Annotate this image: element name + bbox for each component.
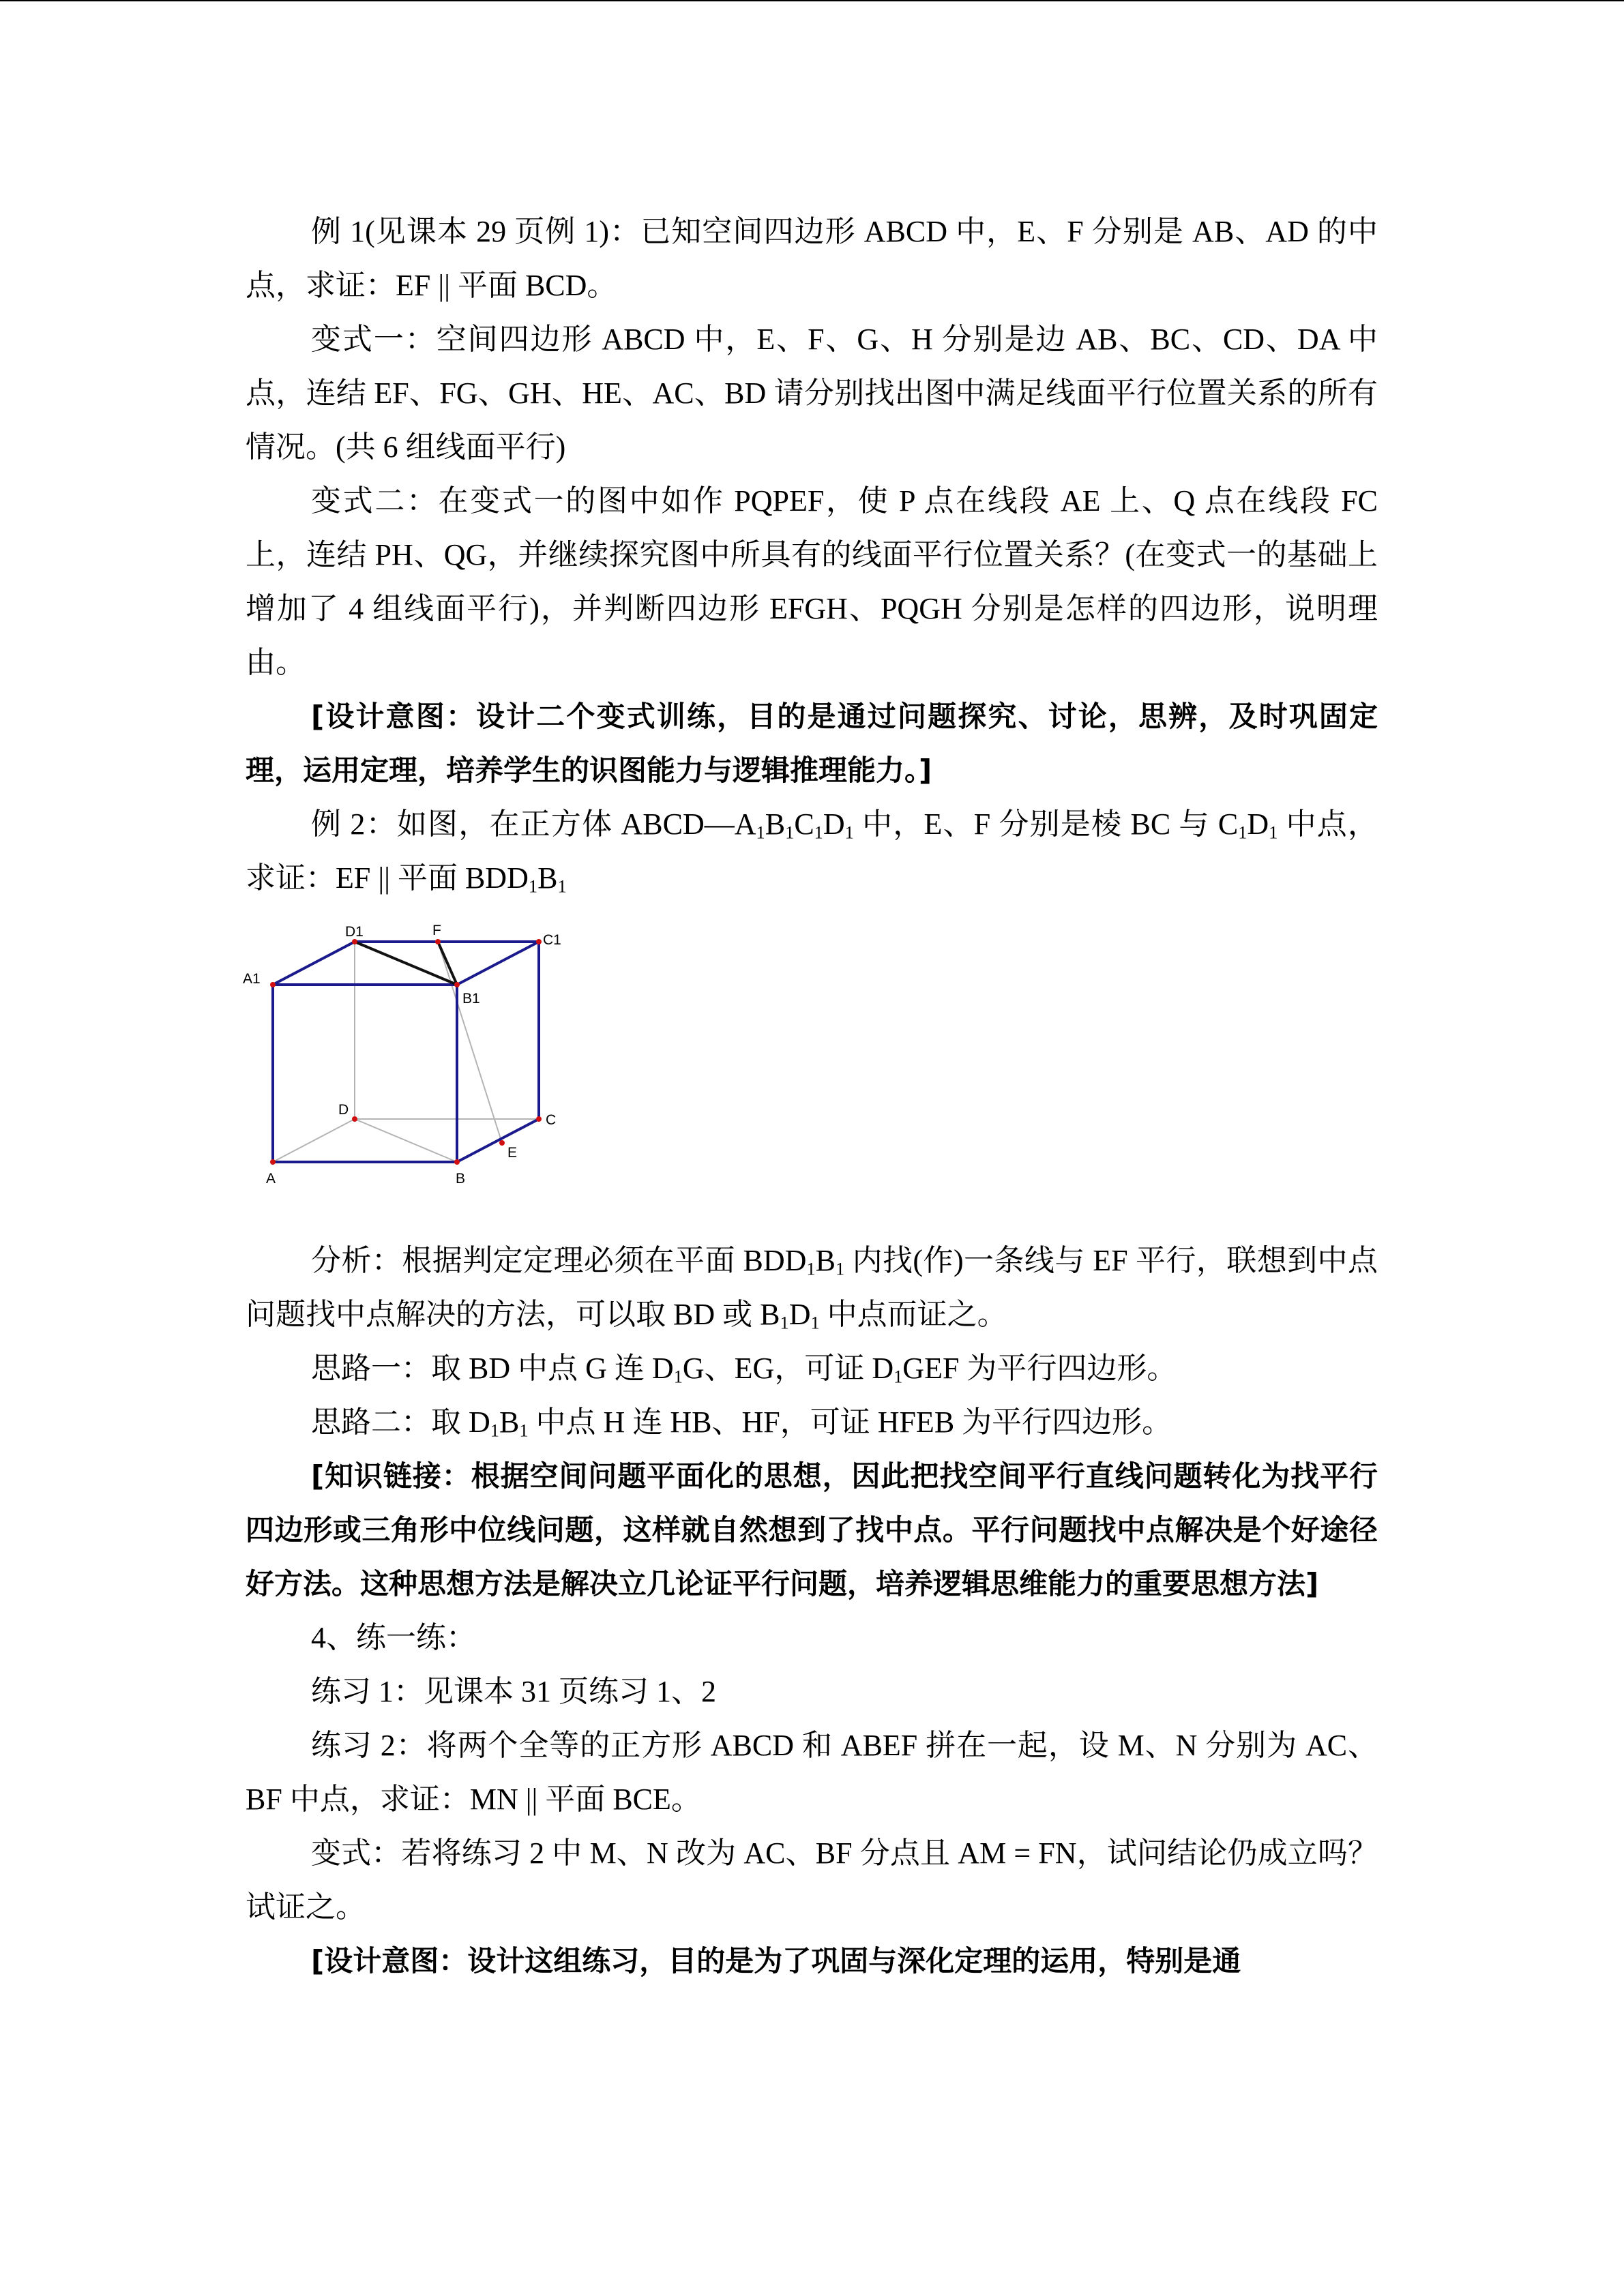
ex2-text: 中点，求证：EF || 平面 BDD (246, 807, 1378, 895)
ex2-sub: 1 (1238, 822, 1247, 843)
label-a1: A1 (243, 971, 261, 987)
analysis-text: B (815, 1244, 836, 1277)
label-e: E (507, 1145, 518, 1161)
paragraph-variant-2 (246, 474, 1378, 689)
approach-1-sub: 1 (894, 1366, 903, 1387)
segment-e-f (438, 942, 502, 1143)
point-c (536, 1116, 542, 1122)
analysis-sub: 1 (810, 1312, 820, 1333)
ex2-sub: 1 (1269, 822, 1278, 843)
variant-2-text-a: 变式二：在变式一的图中如作 PQ (311, 484, 773, 518)
label-d: D (338, 1102, 349, 1118)
point-d (352, 1116, 357, 1122)
paragraph-approach-2 (246, 1395, 1378, 1449)
analysis-sub: 1 (780, 1312, 789, 1333)
approach-2-sub: 1 (519, 1420, 529, 1441)
paragraph-variant-1: 变式一：空间四边形 ABCD 中，E、F、G、H 分别是边 AB、BC、CD、DA 中点，连结 EF、FG、GH、HE、AC、BD 请分别找出图中满足线面平行位置关系的所有情况。(共 6 组线面平行) (246, 323, 1378, 464)
practice-variant: 变式：若将练习 2 中 M、N 改为 AC、BF 分点且 AM = FN，试问结论仍成立吗？试证之。 (246, 1836, 1378, 1924)
analysis-sub: 1 (806, 1258, 816, 1279)
ex2-sub: 1 (557, 876, 567, 897)
page-top-border (0, 0, 1624, 1)
ex2-text: D (1247, 807, 1269, 841)
label-c1: C1 (543, 932, 561, 948)
ex2-sub: 1 (814, 822, 823, 843)
approach-1-text: G、EG，可证 D (682, 1352, 894, 1385)
knowledge-link: [知识链接：根据空间问题平面化的思想，因此把找空间平行直线问题转化为找平行四边形或三角形中位线问题，这样就自然想到了找中点。平行问题找中点解决是个好途径好方法。这种思想方法是解决立几论证平行问题，培养逻辑思维能力的重要思想方法] (246, 1459, 1378, 1600)
hidden-edge-d-b (355, 1119, 457, 1162)
analysis-sub: 1 (835, 1258, 845, 1279)
approach-1-sub: 1 (673, 1366, 683, 1387)
edge-b-c (457, 1119, 539, 1162)
ex2-text: C (794, 807, 814, 841)
analysis-text: 中点而证之。 (819, 1298, 1007, 1331)
ex2-sub: 1 (785, 822, 795, 843)
ex2-text: B (765, 807, 786, 841)
approach-2-text: 思路二：取 D (311, 1405, 490, 1439)
approach-2-text: B (499, 1405, 520, 1439)
analysis-text: 内找(作)一条线与 EF 平行，联想到中点问题找中点解决的方法，可以取 BD 或 B (246, 1244, 1378, 1331)
label-b: B (456, 1171, 466, 1187)
ex2-sub: 1 (528, 876, 538, 897)
variant-2-text-b: EF，使 P 点在线段 AE 上、Q 点在线段 FC 上，连结 PH、QG，并继续探究图中所具有的线面平行位置关系？(在变式一的基础上增加了 4 组线面平行)，并判断四边形 EFGH、PQGH 分别是怎样的四边形，说明理由。 (246, 484, 1378, 679)
design-intent-1: [设计意图：设计二个变式训练，目的是通过问题探究、讨论，思辨，及时巩固定理，运用定理，培养学生的识图能力与逻辑推理能力。] (246, 700, 1378, 787)
analysis-text: D (788, 1298, 811, 1331)
label-d1: D1 (345, 924, 364, 940)
ex2-text: D (823, 807, 845, 841)
ex2-text: 例 2：如图，在正方体 ABCD—A (311, 807, 756, 841)
paragraph-analysis (246, 1234, 1378, 1341)
hidden-edge-d-a (273, 1119, 355, 1162)
edge-b1-c1 (457, 942, 539, 985)
paragraph-example-2 (246, 797, 1378, 905)
analysis-text: 分析：根据判定定理必须在平面 BDD (311, 1244, 807, 1277)
practice-2: 练习 2：将两个全等的正方形 ABCD 和 ABEF 拼在一起，设 M、N 分别为 AC、BF 中点，求证：MN || 平面 BCE。 (246, 1729, 1378, 1816)
section-practice: 4、练一练： (311, 1621, 476, 1654)
practice-1: 练习 1：见课本 31 页练习 1、2 (311, 1675, 716, 1708)
cube-svg (239, 920, 593, 1220)
paragraph-approach-1 (246, 1341, 1378, 1395)
cube-diagram (239, 920, 593, 1220)
point-b (454, 1159, 460, 1165)
point-c1 (536, 939, 542, 944)
document-page (243, 205, 1378, 1988)
approach-1-text: 思路一：取 BD 中点 G 连 D (311, 1352, 674, 1385)
point-b1 (454, 982, 460, 987)
parallel-symbol: P (772, 484, 789, 518)
ex2-sub: 1 (844, 822, 854, 843)
point-f (435, 939, 441, 944)
point-a (270, 1159, 276, 1165)
approach-2-sub: 1 (490, 1420, 499, 1441)
design-intent-2: [设计意图：设计这组练习，目的是为了巩固与深化定理的运用，特别是通 (311, 1944, 1241, 1978)
label-b1: B1 (462, 991, 480, 1007)
ex2-text: 中，E、F 分别是棱 BC 与 C (853, 807, 1239, 841)
edge-a1-d1 (273, 942, 355, 985)
ex2-sub: 1 (756, 822, 765, 843)
point-d1 (352, 939, 357, 944)
approach-1-text: GEF 为平行四边形。 (902, 1352, 1177, 1385)
point-a1 (270, 982, 276, 987)
approach-2-text: 中点 H 连 HB、HF，可证 HFEB 为平行四边形。 (528, 1405, 1172, 1439)
label-f: F (432, 923, 441, 938)
label-c: C (546, 1112, 557, 1128)
label-a: A (266, 1171, 276, 1187)
paragraph-example-1: 例 1(见课本 29 页例 1)：已知空间四边形 ABCD 中，E、F 分别是 AB、AD 的中点，求证：EF || 平面 BCD。 (246, 215, 1378, 302)
point-e (499, 1140, 505, 1146)
ex2-text: B (537, 861, 558, 895)
